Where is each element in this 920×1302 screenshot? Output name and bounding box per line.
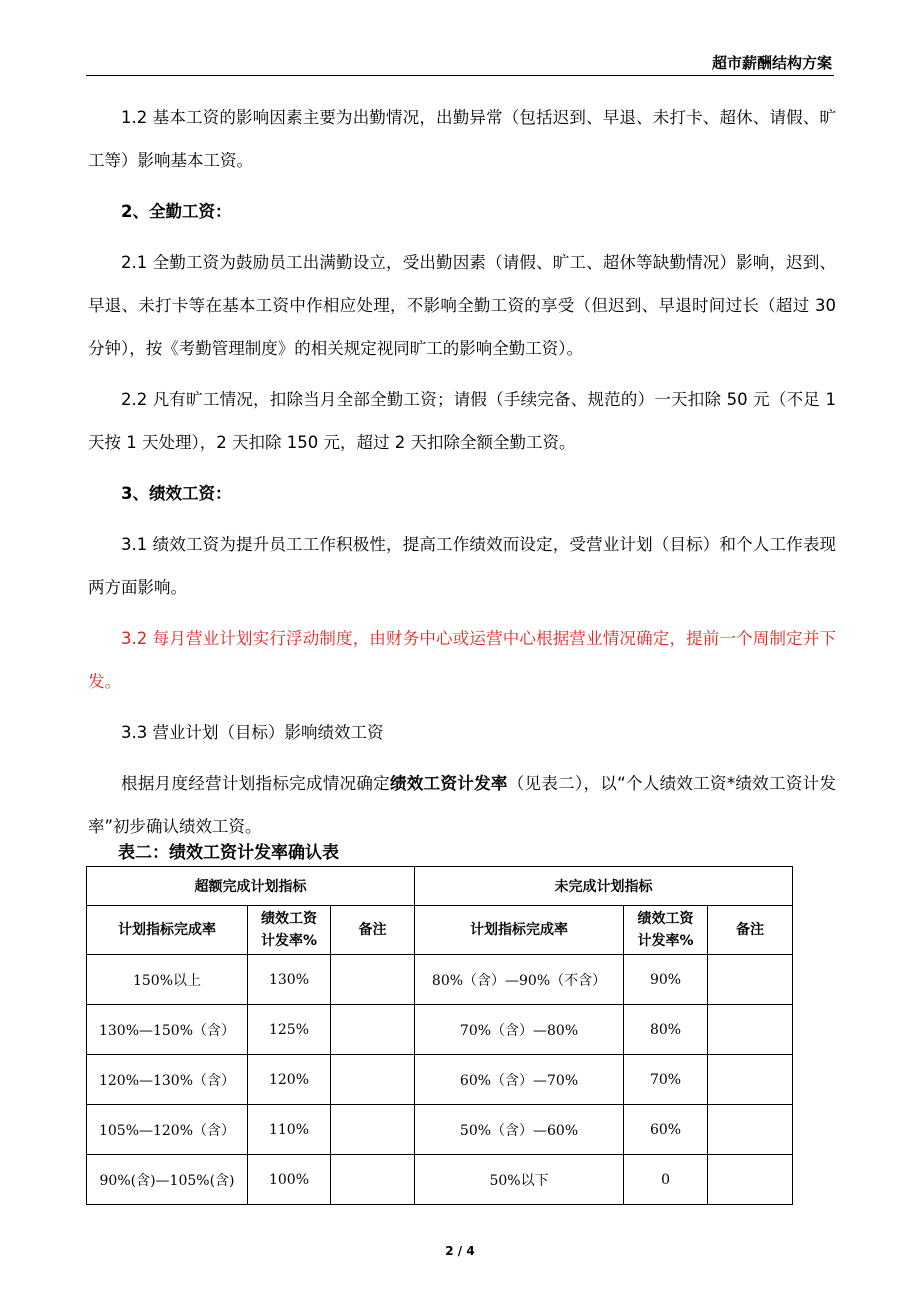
cell-left-rate: 120%—130%（含） (87, 1055, 248, 1105)
cell-left-note (331, 955, 415, 1005)
heading-performance-pay: 3、绩效工资： (121, 484, 232, 503)
cell-right-rate: 50%以下 (415, 1155, 624, 1205)
paragraph-2-1: 2.1 全勤工资为鼓励员工出满勤设立，受出勤因素（请假、旷工、超休等缺勤情况）影响，迟到、早退、未打卡等在基本工资中作相应处理，不影响全勤工资的享受（但迟到、早退时间过长（超过 30 分钟），按《考勤管理制度》的相关规定视同旷工的影响全勤工资）。 (88, 253, 836, 358)
table-row (87, 1005, 793, 1055)
group-header-not-completed: 未完成计划指标 (415, 867, 793, 906)
col-header-rate-left: 计划指标完成率 (87, 906, 248, 955)
cell-left-pay: 130% (248, 955, 331, 1005)
document-header-title: 超市薪酬结构方案 (711, 54, 832, 72)
col-header-pay-left-l1: 绩效工资 (261, 911, 317, 927)
cell-right-rate: 70%（含）—80% (415, 1005, 624, 1055)
cell-right-note (708, 1055, 793, 1105)
paragraph-3-3: 3.3 营业计划（目标）影响绩效工资 (121, 723, 384, 742)
table-row (87, 1105, 793, 1155)
cell-right-pay: 70% (624, 1055, 708, 1105)
performance-rate-table (86, 866, 793, 1205)
cell-right-pay: 80% (624, 1005, 708, 1055)
page-number: 2 / 4 (445, 1244, 475, 1258)
table-row (87, 955, 793, 1005)
cell-left-rate: 130%—150%（含） (87, 1005, 248, 1055)
header-divider (86, 75, 834, 76)
cell-left-pay: 120% (248, 1055, 331, 1105)
col-header-rate-right: 计划指标完成率 (415, 906, 624, 955)
col-header-pay-left-l2: 计发率% (260, 933, 318, 949)
cell-right-pay: 0 (624, 1155, 708, 1205)
cell-left-rate: 150%以上 (87, 955, 248, 1005)
cell-left-pay: 125% (248, 1005, 331, 1055)
table-row (87, 1155, 793, 1205)
cell-left-note (331, 1105, 415, 1155)
cell-right-note (708, 1155, 793, 1205)
cell-left-pay: 100% (248, 1155, 331, 1205)
paragraph-performance-rate-b: （见表二），以“个人绩效工资*绩效工资计发率”初步确认绩效工资。 (88, 774, 836, 836)
col-header-note-left: 备注 (331, 906, 415, 955)
paragraph-3-1: 3.1 绩效工资为提升员工工作积极性，提高工作绩效而设定，受营业计划（目标）和个人工作表现两方面影响。 (88, 535, 836, 597)
group-header-exceeded: 超额完成计划指标 (87, 867, 415, 906)
col-header-pay-right-l2: 计发率% (637, 933, 694, 949)
cell-left-note (331, 1055, 415, 1105)
cell-right-note (708, 1005, 793, 1055)
cell-right-rate: 60%（含）—70% (415, 1055, 624, 1105)
paragraph-performance-rate (88, 762, 836, 848)
cell-right-rate: 50%（含）—60% (415, 1105, 624, 1155)
cell-right-pay: 90% (624, 955, 708, 1005)
cell-right-rate: 80%（含）—90%（不含） (415, 955, 624, 1005)
cell-right-pay: 60% (624, 1105, 708, 1155)
paragraph-performance-rate-bold: 绩效工资计发率 (390, 774, 508, 793)
cell-right-note (708, 1105, 793, 1155)
col-header-pay-right-l1: 绩效工资 (637, 911, 694, 927)
cell-right-note (708, 955, 793, 1005)
cell-left-note (331, 1155, 415, 1205)
cell-left-note (331, 1005, 415, 1055)
table-title: 表二：绩效工资计发率确认表 (118, 843, 339, 863)
cell-left-rate: 105%—120%（含） (87, 1105, 248, 1155)
document-body (88, 96, 836, 856)
table-row (87, 1055, 793, 1105)
paragraph-2-2: 2.2 凡有旷工情况，扣除当月全部全勤工资；请假（手续完备、规范的）一天扣除 50 元（不足 1 天按 1 天处理），2 天扣除 150 元，超过 2 天扣除全额全勤工资。 (88, 390, 836, 452)
paragraph-1-2: 1.2 基本工资的影响因素主要为出勤情况，出勤异常（包括迟到、早退、未打卡、超休、请假、旷工等）影响基本工资。 (88, 108, 836, 170)
col-header-note-right: 备注 (708, 906, 793, 955)
heading-full-attendance: 2、全勤工资： (121, 202, 232, 221)
col-header-pay-left (248, 906, 331, 955)
cell-left-pay: 110% (248, 1105, 331, 1155)
paragraph-performance-rate-a: 根据月度经营计划指标完成情况确定 (121, 774, 390, 793)
cell-left-rate: 90%(含)—105%(含) (87, 1155, 248, 1205)
paragraph-3-2-highlight: 3.2 每月营业计划实行浮动制度，由财务中心或运营中心根据营业情况确定，提前一个周制定并下发。 (88, 629, 836, 691)
col-header-pay-right (624, 906, 708, 955)
